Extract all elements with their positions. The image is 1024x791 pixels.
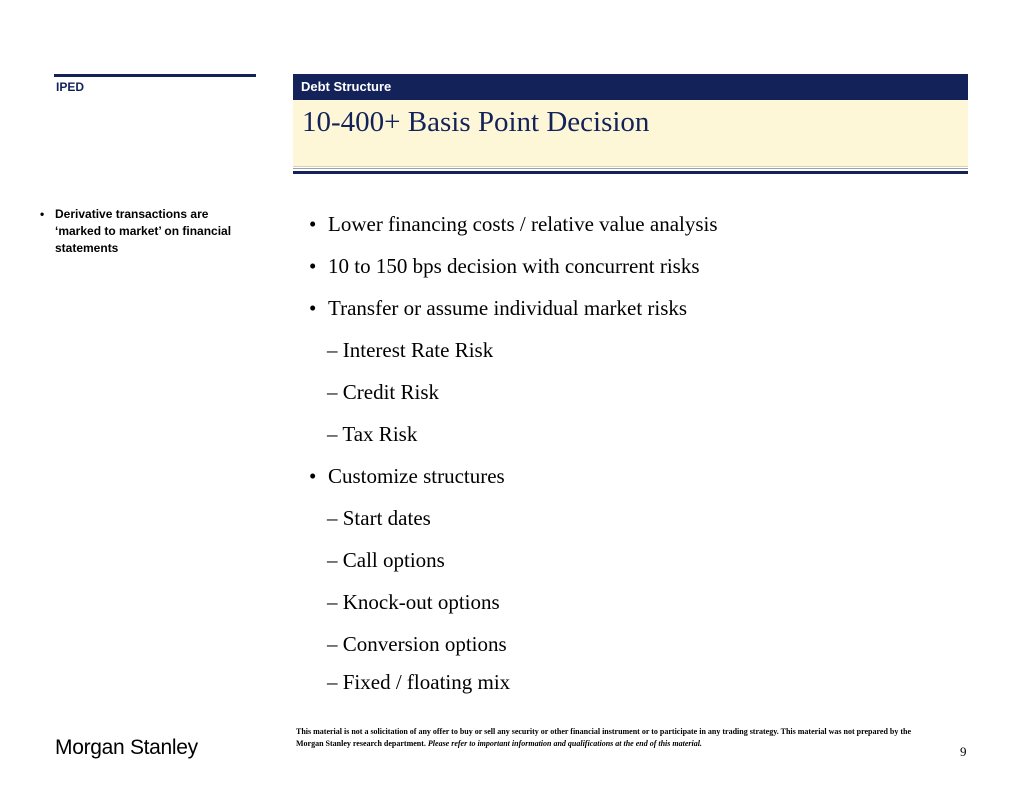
- list-item-text: Conversion options: [342, 632, 507, 656]
- bullet-glyph: •: [309, 212, 317, 236]
- sub-list-item: [327, 422, 417, 446]
- list-item-text: Lower financing costs / relative value analysis: [328, 212, 718, 236]
- list-item-text: Interest Rate Risk: [342, 338, 494, 362]
- list-item-text: Knock-out options: [342, 590, 500, 614]
- dash-glyph: –: [327, 380, 338, 404]
- sub-list-item: [327, 670, 510, 694]
- sub-list-item: [327, 590, 500, 614]
- sub-list-item: [327, 380, 439, 404]
- section-header-bar: [293, 74, 968, 100]
- list-item-text: Credit Risk: [342, 380, 440, 404]
- dash-glyph: –: [327, 338, 338, 362]
- title-band: [293, 100, 968, 167]
- list-item: [309, 212, 718, 236]
- section-label: Debt Structure: [301, 79, 392, 94]
- list-item: [309, 296, 687, 320]
- page-number: 9: [960, 744, 967, 759]
- disclaimer-text: This material is not a solicitation of any offer to buy or sell any security or other financial instrument or to participate in any trading strategy. This material was not prepared by the Morgan Stanley research department.: [296, 727, 912, 748]
- list-item-text: Transfer or assume individual market risks: [328, 296, 688, 320]
- dash-glyph: –: [327, 422, 338, 446]
- sidebar-bullet: •: [40, 207, 45, 221]
- dash-glyph: –: [327, 506, 338, 530]
- dash-glyph: –: [327, 670, 338, 694]
- sidebar-rule: [54, 74, 256, 77]
- list-item-text: Start dates: [342, 506, 431, 530]
- list-item: [309, 464, 505, 488]
- list-item-text: Customize structures: [328, 464, 505, 488]
- sub-list-item: [327, 632, 507, 656]
- dash-glyph: –: [327, 632, 338, 656]
- sidebar-note: [40, 206, 250, 257]
- bullet-glyph: •: [309, 254, 317, 278]
- disclaimer: [296, 726, 936, 750]
- list-item: [309, 254, 700, 278]
- morgan-stanley-logo: Morgan Stanley: [55, 736, 198, 759]
- list-item-text: Tax Risk: [342, 422, 418, 446]
- sub-list-item: [327, 338, 493, 362]
- list-item-text: 10 to 150 bps decision with concurrent risks: [328, 254, 700, 278]
- sidebar-note-text: Derivative transactions are ‘marked to market’ on financial statements: [55, 207, 232, 255]
- sub-list-item: [327, 548, 445, 572]
- bullet-glyph: •: [309, 464, 317, 488]
- list-item-text: Fixed / floating mix: [342, 670, 511, 694]
- sidebar-title: IPED: [56, 80, 85, 94]
- bullet-glyph: •: [309, 296, 317, 320]
- title-rule-thin: [293, 168, 968, 169]
- slide-title: 10-400+ Basis Point Decision: [302, 106, 650, 138]
- title-rule-thick: [293, 171, 968, 174]
- disclaimer-italic-text: Please refer to important information and qualifications at the end of this material.: [427, 739, 702, 748]
- dash-glyph: –: [327, 548, 338, 572]
- list-item-text: Call options: [342, 548, 445, 572]
- dash-glyph: –: [327, 590, 338, 614]
- sub-list-item: [327, 506, 431, 530]
